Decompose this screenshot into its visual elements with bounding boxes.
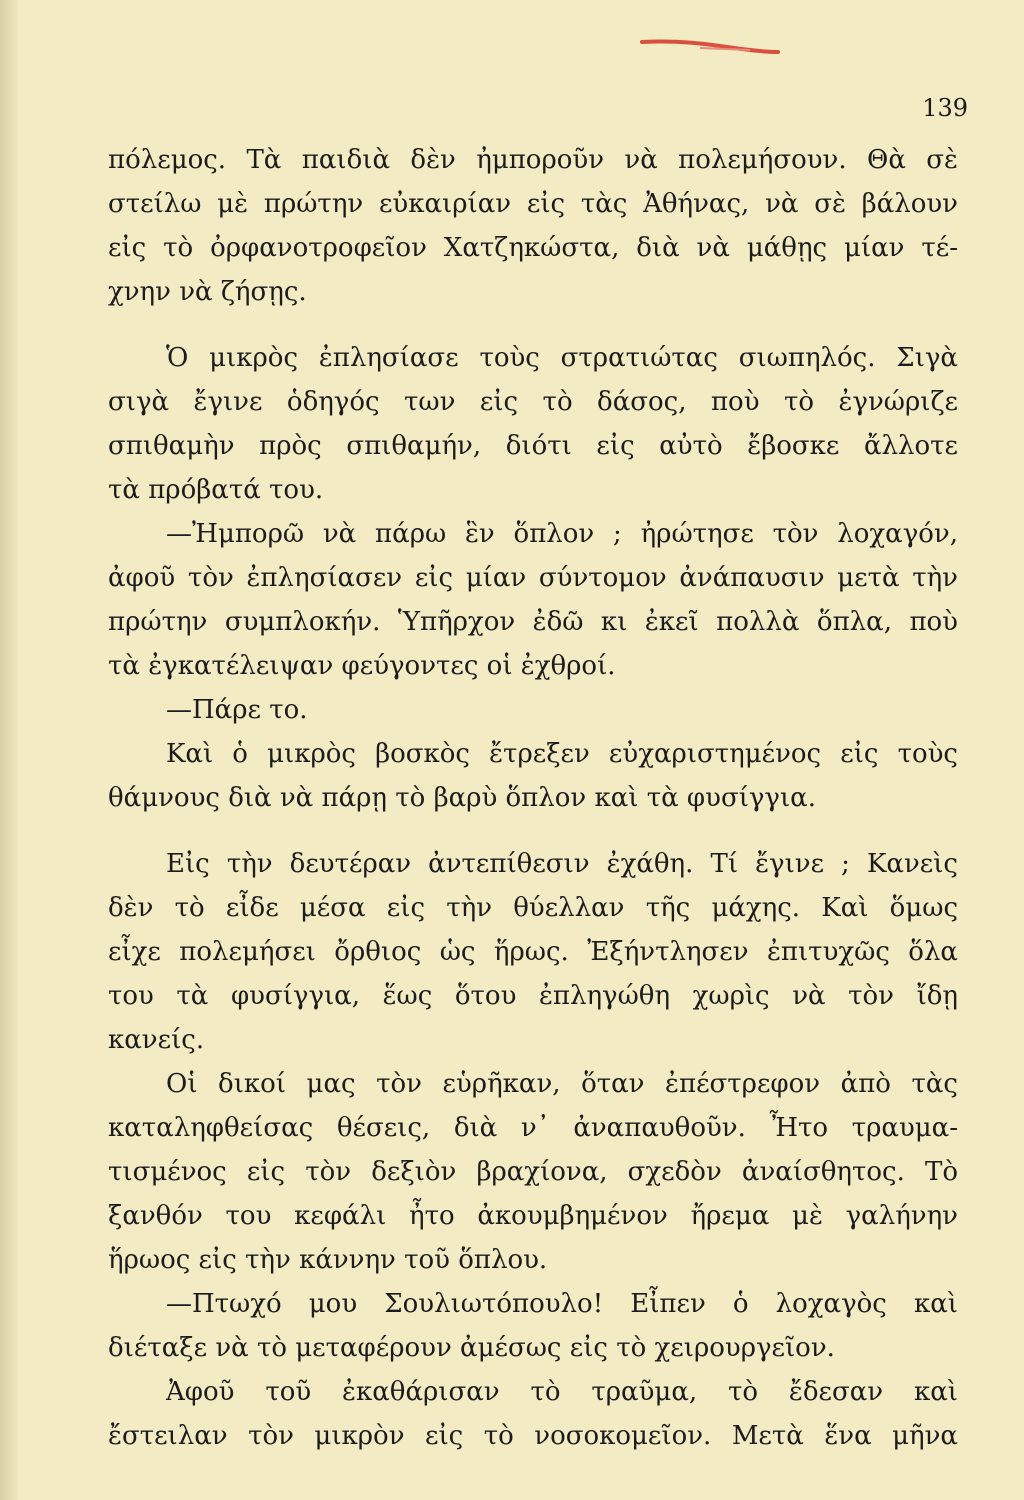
text-line: Ἀφοῦ τοῦ ἐκαθάρισαν τὸ τραῦμα, τὸ ἔδεσαν καὶ <box>166 1377 958 1407</box>
text-line: ξανθόν του κεφάλι ἦτο ἀκουμβημένον ἤρεμα μὲ γαλήνην <box>108 1201 958 1231</box>
text-line: —Πάρε το. <box>166 695 308 725</box>
text-line: —Πτωχό μου Σουλιωτόπουλο! Εἶπεν ὁ λοχαγὸς καὶ <box>166 1289 958 1319</box>
text-line: σπιθαμὴν πρὸς σπιθαμήν, διότι εἰς αὐτὸ ἔβοσκε ἄλλοτε <box>108 431 958 461</box>
text-line: —Ἠμπορῶ νὰ πάρω ἓν ὅπλον ; ἠρώτησε τὸν λοχαγόν, <box>166 519 958 549</box>
text-line: τὰ πρόβατά του. <box>108 475 324 505</box>
text-line: ἀφοῦ τὸν ἐπλησίασεν εἰς μίαν σύντομον ἀνάπαυσιν μετὰ τὴν <box>108 563 958 593</box>
text-line: σιγὰ ἔγινε ὁδηγός των εἰς τὸ δάσος, ποὺ τὸ ἐγνώριζε <box>108 387 958 417</box>
text-line: πρώτην συμπλοκήν. Ὑπῆρχον ἐδῶ κι ἐκεῖ πολλὰ ὅπλα, ποὺ <box>108 607 958 637</box>
text-line: Καὶ ὁ μικρὸς βοσκὸς ἔτρεξεν εὐχαριστημένος εἰς τοὺς <box>166 739 958 769</box>
text-line: του τὰ φυσίγγια, ἕως ὅτου ἐπληγώθη χωρὶς νὰ τὸν ἴδῃ <box>108 981 958 1011</box>
text-line: ἥρωος εἰς τὴν κάννην τοῦ ὅπλου. <box>108 1245 548 1275</box>
text-line: διέταξε νὰ τὸ μεταφέρουν ἀμέσως εἰς τὸ χειρουργεῖον. <box>108 1333 835 1363</box>
text-line: δὲν τὸ εἶδε μέσα εἰς τὴν θύελλαν τῆς μάχης. Καὶ ὅμως <box>108 893 958 923</box>
text-line: κανείς. <box>108 1025 205 1055</box>
text-line: χνην νὰ ζήσῃς. <box>108 277 307 307</box>
text-line: εἰς τὸ ὀρφανοτροφεῖον Χατζηκώστα, διὰ νὰ μάθῃς μίαν τέ- <box>108 233 958 263</box>
body-text <box>108 138 958 1458</box>
text-line: εἶχε πολεμήσει ὄρθιος ὡς ἥρως. Ἐξήντλησεν ἐπιτυχῶς ὅλα <box>108 937 958 967</box>
page-number: 139 <box>922 94 968 122</box>
red-ink-mark <box>640 36 780 56</box>
text-line: στείλω μὲ πρώτην εὐκαιρίαν εἰς τὰς Ἀθήνας, νὰ σὲ βάλουν <box>108 189 958 219</box>
text-line: Οἱ δικοί μας τὸν εὑρῆκαν, ὅταν ἐπέστρεφον ἀπὸ τὰς <box>166 1069 958 1099</box>
text-line: ἔστειλαν τὸν μικρὸν εἰς τὸ νοσοκομεῖον. Μετὰ ἕνα μῆνα <box>108 1421 958 1451</box>
text-line: θάμνους διὰ νὰ πάρῃ τὸ βαρὺ ὅπλον καὶ τὰ φυσίγγια. <box>108 783 816 813</box>
text-line: τὰ ἐγκατέλειψαν φεύγοντες οἱ ἐχθροί. <box>108 651 616 681</box>
page-edge-shadow <box>0 0 18 1500</box>
text-line: πόλεμος. Τὰ παιδιὰ δὲν ἠμποροῦν νὰ πολεμήσουν. Θὰ σὲ <box>108 145 958 175</box>
text-line: καταληφθείσας θέσεις, διὰ ν᾽ ἀναπαυθοῦν. Ἦτο τραυμα- <box>108 1113 958 1143</box>
text-line: Ὁ μικρὸς ἐπλησίασε τοὺς στρατιώτας σιωπηλός. Σιγὰ <box>166 343 958 373</box>
text-line: τισμένος εἰς τὸν δεξιὸν βραχίονα, σχεδὸν ἀναίσθητος. Τὸ <box>108 1157 958 1187</box>
text-line: Εἰς τὴν δευτέραν ἀντεπίθεσιν ἐχάθη. Τί ἔγινε ; Κανεὶς <box>166 849 958 879</box>
